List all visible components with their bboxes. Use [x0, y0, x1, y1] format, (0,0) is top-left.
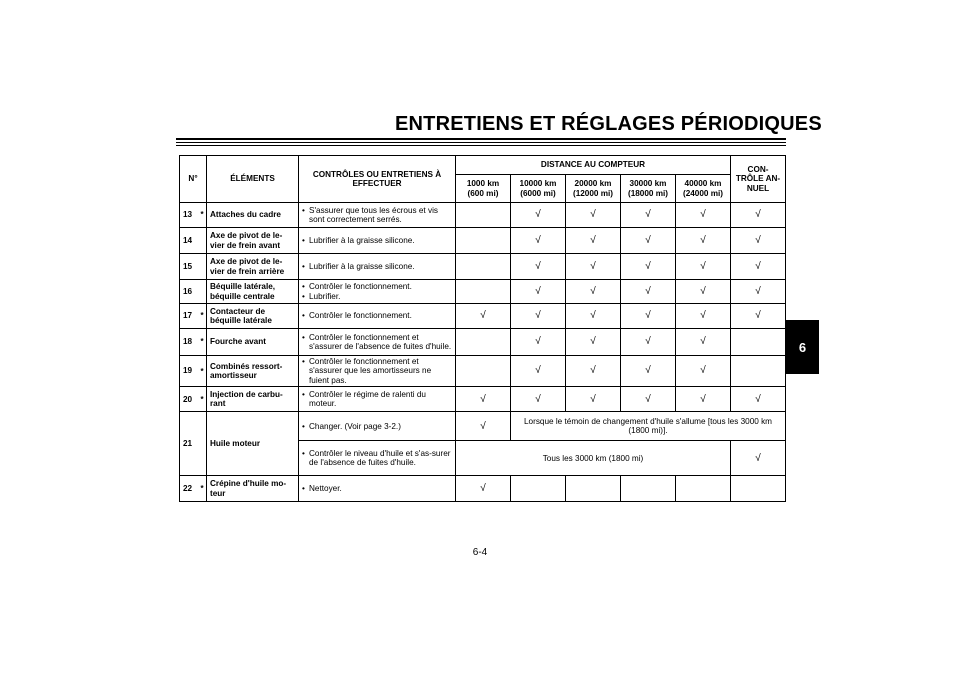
check-cell: [731, 280, 786, 304]
check-mark: √: [700, 310, 706, 322]
check-mark: √: [755, 260, 761, 272]
oil-level-note: Tous les 3000 km (1800 mi): [456, 441, 731, 476]
row-element: Injection de carbu-rant: [207, 387, 299, 412]
table-row: [180, 254, 786, 280]
check-cell: [621, 356, 676, 387]
operations-list: [302, 449, 452, 468]
check-cell: [566, 280, 621, 304]
operation-item: • Lubrifier à la graisse silicone.: [302, 236, 452, 245]
interval-mi: (600 mi): [467, 188, 499, 198]
row-operations: [299, 304, 456, 329]
row-operations: [299, 228, 456, 254]
check-cell: [731, 356, 786, 387]
check-cell: [456, 412, 511, 441]
operations-list: [302, 422, 452, 431]
check-mark: √: [590, 365, 596, 377]
row-element: Combinés ressort-amortisseur: [207, 356, 299, 387]
check-cell: [566, 203, 621, 228]
maintenance-table-container: [179, 155, 785, 502]
header-distance: DISTANCE AU COMPTEUR: [456, 156, 731, 175]
table-row: [180, 329, 786, 356]
row-number: 13: [180, 203, 198, 228]
row-star: [198, 228, 207, 254]
check-cell: [676, 280, 731, 304]
row-operations: [299, 329, 456, 356]
check-mark: √: [480, 393, 486, 405]
check-mark: √: [645, 209, 651, 221]
check-mark: √: [535, 209, 541, 221]
check-cell: [676, 203, 731, 228]
table-row: [180, 304, 786, 329]
check-cell: [456, 356, 511, 387]
operation-item: • Contrôler le niveau d'huile et s'as-surer de l'absence de fuites d'huile.: [302, 449, 452, 468]
header-interval: [511, 175, 566, 203]
header-interval: [456, 175, 511, 203]
interval-km: 20000 km: [574, 179, 612, 189]
interval-mi: (12000 mi): [572, 188, 614, 198]
check-cell: [511, 228, 566, 254]
table-row: [180, 280, 786, 304]
row-number: 21: [180, 412, 198, 476]
row-element: Huile moteur: [207, 412, 299, 476]
row-operations: [299, 476, 456, 502]
check-cell: [731, 441, 786, 476]
check-cell: [566, 329, 621, 356]
row-element: Attaches du cadre: [207, 203, 299, 228]
check-cell: [566, 387, 621, 412]
check-mark: √: [645, 393, 651, 405]
header-elements: ÉLÉMENTS: [207, 156, 299, 203]
check-cell: [621, 476, 676, 502]
table-row: [180, 476, 786, 502]
page-title: ENTRETIENS ET RÉGLAGES PÉRIODIQUES: [395, 113, 822, 135]
table-row: [180, 412, 786, 441]
header-interval: [621, 175, 676, 203]
check-mark: √: [590, 209, 596, 221]
operations-list: [302, 484, 452, 493]
oil-change-note: Lorsque le témoin de changement d'huile s'allume [tous les 3000 km (1800 mi)].: [511, 412, 786, 441]
check-cell: [731, 254, 786, 280]
check-mark: √: [480, 483, 486, 495]
check-cell: [566, 476, 621, 502]
check-cell: [676, 304, 731, 329]
check-cell: [621, 304, 676, 329]
check-mark: √: [480, 310, 486, 322]
check-mark: √: [645, 234, 651, 246]
check-mark: √: [700, 336, 706, 348]
check-mark: √: [700, 209, 706, 221]
check-cell: [511, 304, 566, 329]
check-mark: √: [645, 285, 651, 297]
operation-item: • S'assurer que tous les écrous et vis sont correctement serrés.: [302, 206, 452, 225]
check-mark: √: [645, 336, 651, 348]
check-mark: √: [755, 310, 761, 322]
check-cell: [731, 203, 786, 228]
operation-item: • Contrôler le régime de ralenti du moteur.: [302, 390, 452, 409]
check-mark: √: [700, 365, 706, 377]
check-cell: [731, 228, 786, 254]
row-operations: [299, 280, 456, 304]
check-mark: √: [590, 234, 596, 246]
title-rule-thick: [176, 138, 786, 140]
row-star: *: [198, 304, 207, 329]
operations-list: [302, 206, 452, 225]
check-mark: √: [535, 285, 541, 297]
check-mark: √: [590, 285, 596, 297]
row-element: Contacteur de béquille latérale: [207, 304, 299, 329]
row-number: 22: [180, 476, 198, 502]
check-mark: √: [535, 260, 541, 272]
check-cell: [511, 387, 566, 412]
check-cell: [511, 203, 566, 228]
row-star: *: [198, 356, 207, 387]
table-row: [180, 387, 786, 412]
check-cell: [456, 228, 511, 254]
check-cell: [676, 387, 731, 412]
check-mark: √: [535, 336, 541, 348]
check-mark: √: [645, 310, 651, 322]
check-cell: [621, 387, 676, 412]
page-number: 6-4: [472, 547, 488, 558]
check-cell: [511, 356, 566, 387]
title-rule-middle: [176, 142, 786, 143]
operation-item: • Contrôler le fonctionnement.: [302, 282, 452, 291]
operation-item: • Lubrifier.: [302, 292, 452, 301]
header-annual: CON-TRÔLE AN-NUEL: [731, 156, 786, 203]
header-operations: CONTRÔLES OU ENTRETIENS À EFFECTUER: [299, 156, 456, 203]
check-mark: √: [535, 365, 541, 377]
row-operations: [299, 412, 456, 441]
check-cell: [456, 476, 511, 502]
header-interval: [676, 175, 731, 203]
interval-mi: (18000 mi): [627, 188, 669, 198]
header-num: N°: [180, 156, 207, 203]
check-mark: √: [590, 336, 596, 348]
interval-km: 30000 km: [629, 179, 667, 189]
operation-item: • Nettoyer.: [302, 484, 452, 493]
interval-mi: (24000 mi): [682, 188, 724, 198]
check-cell: [566, 356, 621, 387]
check-mark: √: [535, 310, 541, 322]
row-star: *: [198, 203, 207, 228]
operations-list: [302, 357, 452, 385]
row-number: 17: [180, 304, 198, 329]
interval-km: 40000 km: [684, 179, 722, 189]
check-mark: √: [755, 452, 761, 464]
operation-item: • Changer. (Voir page 3-2.): [302, 422, 452, 431]
check-mark: √: [755, 393, 761, 405]
check-mark: √: [755, 285, 761, 297]
check-cell: [621, 280, 676, 304]
check-mark: √: [700, 285, 706, 297]
check-cell: [511, 254, 566, 280]
row-operations: [299, 356, 456, 387]
check-cell: [566, 228, 621, 254]
row-number: 19: [180, 356, 198, 387]
check-cell: [731, 329, 786, 356]
row-star: [198, 254, 207, 280]
row-number: 14: [180, 228, 198, 254]
check-mark: √: [700, 260, 706, 272]
check-cell: [511, 329, 566, 356]
table-row: [180, 356, 786, 387]
maintenance-table: [179, 155, 786, 502]
operations-list: [302, 390, 452, 409]
check-cell: [566, 254, 621, 280]
interval-km: 1000 km: [466, 179, 500, 189]
check-mark: √: [535, 393, 541, 405]
check-cell: [621, 203, 676, 228]
interval-mi: (6000 mi): [520, 188, 556, 198]
check-mark: √: [755, 209, 761, 221]
row-star: *: [198, 476, 207, 502]
row-star: *: [198, 387, 207, 412]
row-operations: [299, 387, 456, 412]
check-mark: √: [645, 260, 651, 272]
table-body: [180, 203, 786, 502]
check-mark: √: [700, 393, 706, 405]
check-cell: [511, 280, 566, 304]
check-cell: [676, 228, 731, 254]
operation-item: • Contrôler le fonctionnement et s'assurer que les amortisseurs ne fuient pas.: [302, 357, 452, 385]
check-cell: [566, 304, 621, 329]
row-number: 16: [180, 280, 198, 304]
check-mark: √: [590, 310, 596, 322]
row-number: 15: [180, 254, 198, 280]
interval-km: 10000 km: [519, 179, 557, 189]
check-cell: [621, 254, 676, 280]
check-cell: [676, 329, 731, 356]
check-cell: [731, 476, 786, 502]
row-element: Axe de pivot de le-vier de frein arrière: [207, 254, 299, 280]
operations-list: [302, 333, 452, 352]
row-number: 18: [180, 329, 198, 356]
row-star: [198, 412, 207, 476]
check-mark: √: [535, 234, 541, 246]
check-cell: [456, 280, 511, 304]
check-cell: [456, 203, 511, 228]
operations-list: [302, 262, 452, 271]
row-operations: [299, 203, 456, 228]
operation-item: • Contrôler le fonctionnement.: [302, 311, 452, 320]
check-mark: √: [480, 420, 486, 432]
check-mark: √: [700, 234, 706, 246]
check-cell: [621, 329, 676, 356]
check-mark: √: [645, 365, 651, 377]
check-mark: √: [590, 260, 596, 272]
check-mark: √: [755, 234, 761, 246]
check-cell: [731, 304, 786, 329]
table-row: [180, 203, 786, 228]
row-star: [198, 280, 207, 304]
check-cell: [456, 387, 511, 412]
row-element: Fourche avant: [207, 329, 299, 356]
row-operations: [299, 441, 456, 476]
operations-list: [302, 282, 452, 301]
check-cell: [456, 304, 511, 329]
operation-item: • Contrôler le fonctionnement et s'assurer de l'absence de fuites d'huile.: [302, 333, 452, 352]
row-star: *: [198, 329, 207, 356]
check-cell: [676, 476, 731, 502]
row-element: Béquille latérale, béquille centrale: [207, 280, 299, 304]
operations-list: [302, 236, 452, 245]
check-cell: [676, 356, 731, 387]
row-number: 20: [180, 387, 198, 412]
operations-list: [302, 311, 452, 320]
check-cell: [511, 476, 566, 502]
check-cell: [731, 387, 786, 412]
table-row: [180, 228, 786, 254]
row-operations: [299, 254, 456, 280]
check-cell: [676, 254, 731, 280]
check-mark: √: [590, 393, 596, 405]
check-cell: [456, 254, 511, 280]
chapter-tab: 6: [786, 320, 819, 374]
row-element: Axe de pivot de le-vier de frein avant: [207, 228, 299, 254]
check-cell: [621, 228, 676, 254]
check-cell: [456, 329, 511, 356]
header-interval: [566, 175, 621, 203]
title-rule-thin: [176, 145, 786, 146]
operation-item: • Lubrifier à la graisse silicone.: [302, 262, 452, 271]
row-element: Crépine d'huile mo-teur: [207, 476, 299, 502]
